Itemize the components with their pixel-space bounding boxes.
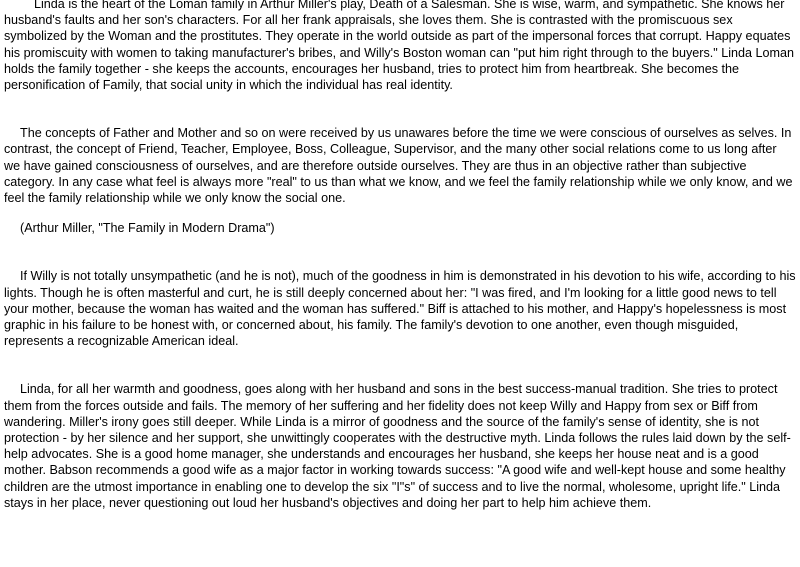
paragraph-gap bbox=[4, 349, 796, 381]
paragraph-willy-devotion: If Willy is not totally unsympathetic (and he is not), much of the goodness in him is demonstrated in his devotion to his wife, according to his lights. Though he is often masterful and curt, he is still deeply concerned about her: "I was fired, and I'm looking for a little good news to tell your mother, because the woman has waited and the woman has suffered." Biff is attached to his mother, and Happy's hopelessness is most graphic in his failure to be honest with, or concerned about, his family. The family's devotion to one another, even though misguided, represents a recognizable American ideal. bbox=[4, 269, 796, 349]
paragraph-quote-citation: (Arthur Miller, "The Family in Modern Drama") bbox=[20, 221, 275, 236]
paragraph-gap bbox=[4, 206, 796, 220]
document-body bbox=[4, 0, 796, 511]
paragraph-linda-heart: Linda is the heart of the Loman family in Arthur Miller's play, Death of a Salesman. She is wise, warm, and sympathetic. She knows her husband's faults and her son's characters. For all her frank appraisals, she loves them. She is contrasted with the promiscuous sex symbolized by the Woman and the prostitutes. They operate in the world outside as part of the impersonal forces that corrupt. Happy equates his promiscuity with women to taking manufacturer's bribes, and Willy's Boston woman can "put him right through to the buyers." Linda Loman holds the family together - she keeps the accounts, encourages her husband, tries to protect him from heartbreak. She becomes the personification of Family, that social unity in which the individual has real identity. bbox=[4, 0, 795, 93]
paragraph-gap bbox=[4, 236, 796, 268]
paragraph-linda-tradition: Linda, for all her warmth and goodness, goes along with her husband and sons in the best success-manual tradition. She tries to protect them from the forces outside and fails. The memory of her suffering and her fidelity does not keep Willy and Happy from sex or Biff from wandering. Miller's irony goes still deeper. While Linda is a mirror of goodness and the source of the family's sense of identity, she is not protection - by her silence and her support, she unwittingly cooperates with the destructive myth. Linda follows the rules laid down by the self-help advocates. She is a good home manager, she understands and encourages her husband, she keeps her house neat and is a good mother. Babson recommends a good wife as a major factor in working towards success: "A good wife and well-kept house and some healthy children are the utmost importance in enabling one to develop the six "I"s" of success and to live the normal, wholesome, upright life." Linda stays in her place, never questioning out loud her husband's objectives and doing her part to help him achieve them. bbox=[4, 382, 791, 510]
paragraph-gap bbox=[4, 93, 796, 125]
paragraph-quote-concepts: The concepts of Father and Mother and so on were received by us unawares before the time we were conscious of ourselves as selves. In contrast, the concept of Friend, Teacher, Employee, Boss, Colleague, Supervisor, and the many other social relations come to us long after we have gained consciousness of ourselves, and are therefore outside ourselves. They are thus in an objective rather than subjective category. In any case what feel is always more "real" to us than what we know, and we feel the family relationship while we only know, and we feel the family relationship while we only know the social one. bbox=[4, 126, 793, 206]
